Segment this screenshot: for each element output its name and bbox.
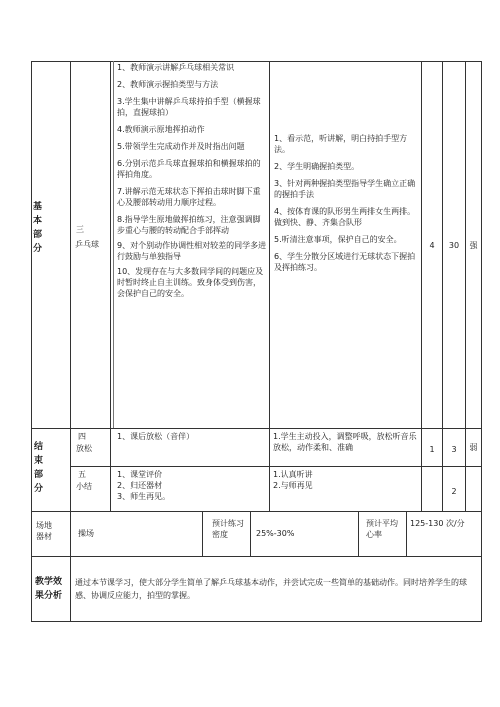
- student-item: 1.认真听讲: [273, 470, 313, 479]
- border-sub-col: [110, 61, 111, 511]
- teacher-activities-basic: [117, 62, 267, 300]
- teacher-item: 9、对个别动作协调性相对较差的同学多进行鼓励与单独指导: [117, 241, 267, 261]
- teacher-item: 4.教师演示原地挥拍动作: [117, 125, 205, 134]
- student-activity-relax: 1.学生主动投入，调整呼吸，放松听音乐放松，动作柔和、准确: [273, 432, 417, 452]
- teacher-item: 2、教师演示握拍类型与方法: [117, 80, 219, 89]
- teacher-activity-relax: 1、课后放松（音伴）: [117, 432, 195, 441]
- time-basic: 30: [448, 241, 460, 250]
- border-effect-1: [70, 556, 71, 622]
- border-venue-bottom: [31, 556, 481, 557]
- student-activities-basic: [274, 133, 418, 279]
- border-venue-1: [70, 511, 71, 556]
- border-bottom: [31, 621, 481, 622]
- border-right: [481, 61, 482, 622]
- venue-label-line: 场地: [36, 521, 52, 530]
- border-label-col: [70, 61, 71, 511]
- border-venue-4: [358, 511, 359, 556]
- border-relax-bottom: [70, 466, 481, 467]
- border-left: [31, 61, 32, 622]
- effect-text: 通过本节课学习，使大部分学生简单了解乒乓球基本动作，并尝试完成一些简单的基础动作。同时培养学生的球感、协调反应能力，拍型的掌握。: [75, 578, 467, 600]
- teacher-item: 10、发现存在与大多数同学间的问题应及时暂时终止自主训练。致身体受到伤害，会保护自己的安全。: [117, 267, 264, 298]
- border-venue-2: [202, 511, 203, 556]
- subsection-name-basic: 乒乓球: [75, 240, 99, 249]
- teacher-item: 3、师生再见。: [117, 492, 171, 501]
- heart-rate-value: 125-130 次/分: [410, 519, 465, 528]
- count-basic: 4: [429, 241, 435, 250]
- effect-label: 教学效果分析: [35, 577, 63, 601]
- border-venue-3: [250, 511, 251, 556]
- student-item: 2.与师再见: [273, 481, 313, 490]
- student-activities-summary: [273, 469, 419, 491]
- teacher-item: 8.指导学生原地做挥拍练习，注意强调脚步重心与腰的转动配合手部挥动: [117, 215, 261, 235]
- time-summary: 2: [451, 487, 457, 496]
- section-label-end: 结束部分: [34, 442, 44, 494]
- border-end-bottom: [31, 511, 481, 512]
- density-value: 25%-30%: [256, 529, 295, 538]
- intensity-relax: 弱: [469, 443, 478, 452]
- subsection-number-relax: 四: [78, 432, 86, 441]
- section-label-basic: 基本部分: [33, 202, 43, 254]
- student-item: 3、针对两种握拍类型指导学生确立正确的握拍手法: [274, 179, 416, 199]
- teacher-item: 7.讲解示范无球状态下挥拍击球时脚下重心及腰部转动用力顺序过程。: [117, 187, 261, 207]
- student-item: 2、学生明确握拍类型。: [274, 162, 360, 171]
- subsection-name-relax: 放松: [76, 444, 92, 453]
- subsection-name-summary: 小结: [76, 482, 92, 491]
- border-venue-5: [406, 511, 407, 556]
- time-relax: 3: [451, 445, 457, 454]
- venue-label: [36, 520, 68, 542]
- venue-value: 操场: [78, 529, 94, 538]
- border-teacher-col: [269, 61, 270, 511]
- count-relax: 1: [429, 445, 435, 454]
- student-item: 4、按体育课的队形男生两排女生两排。做到快、静、齐集合队形: [274, 207, 416, 227]
- teacher-activities-summary: [117, 469, 267, 502]
- border-basic-bottom: [31, 428, 481, 429]
- intensity-basic: 强: [469, 241, 478, 250]
- venue-label-line: 器材: [36, 532, 52, 541]
- subsection-number-summary: 五: [78, 470, 86, 479]
- teacher-item: 1、教师演示讲解乒乓球相关常识: [117, 63, 235, 72]
- student-item: 6、学生分散分区域进行无球状态下握拍及挥拍练习。: [274, 252, 416, 272]
- student-item: 5.听清注意事项，保护自己的安全。: [274, 235, 402, 244]
- subsection-number-basic: 三: [76, 225, 84, 234]
- teacher-item: 6.分别示范乒乓球直握球拍和横握球拍的挥拍角度。: [117, 159, 261, 179]
- heart-rate-label: 预计平均心率: [366, 519, 398, 539]
- border-teacher-inner: [113, 61, 114, 428]
- teacher-item: 2、归还器材: [117, 481, 163, 490]
- teacher-item: 5.带领学生完成动作并及时指出问题: [117, 142, 245, 151]
- student-item: 1、看示范，听讲解，明白持拍手型方法。: [274, 134, 408, 154]
- teacher-item: 3.学生集中讲解乒乓球持拍手型（横握球拍，直握球拍）: [117, 97, 261, 117]
- density-label: 预计练习密度: [212, 519, 244, 539]
- teacher-item: 1、课堂评价: [117, 470, 163, 479]
